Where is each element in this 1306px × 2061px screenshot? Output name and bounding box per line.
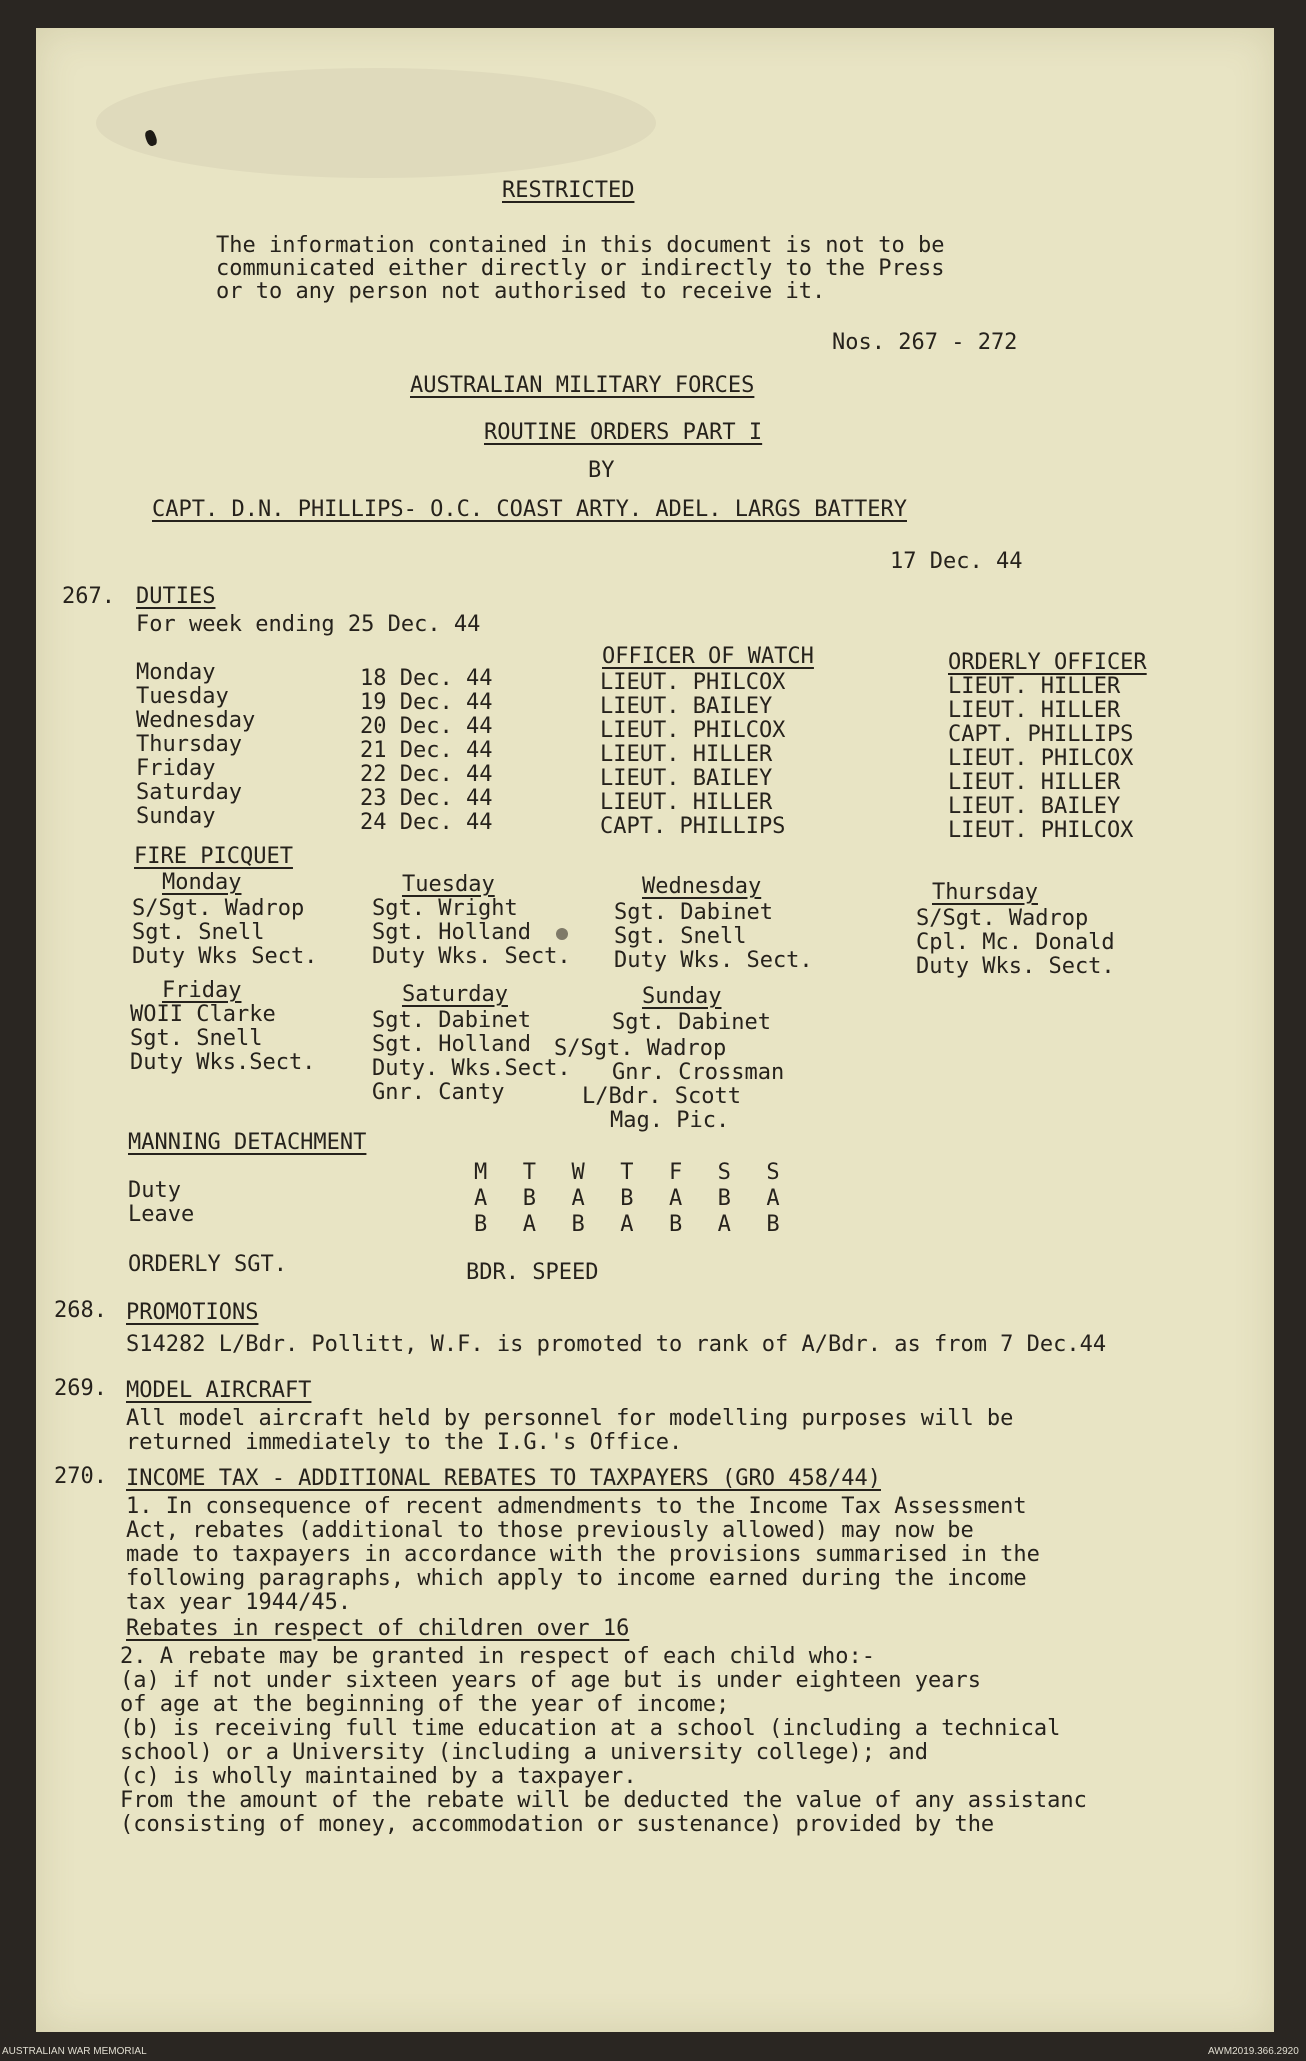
picquet-name: Duty. Wks.Sect. [372,1056,571,1081]
income-tax-para1-line: Act, rebates (additional to those previously allowed) may now be [126,1518,974,1543]
officer-of-watch: LIEUT. HILLER [600,742,773,767]
duty-date: 23 Dec. 44 [360,786,493,811]
orderly-officer: CAPT. PHILLIPS [948,722,1134,747]
income-tax-para1-line: 1. In consequence of recent admendments to the Income Tax Assessment [126,1494,1027,1519]
picquet-name: WOII Clarke [130,1002,276,1027]
orderly-officer: LIEUT. HILLER [948,770,1121,795]
picquet-name: Sgt. Holland [372,1032,531,1057]
income-tax-para1-line: following paragraphs, which apply to income earned during the income [126,1566,1027,1591]
picquet-day: Tuesday [402,872,495,897]
officer-of-watch: LIEUT. BAILEY [600,694,773,719]
income-tax-para1-line: tax year 1944/45. [126,1590,352,1615]
picquet-name: L/Bdr. Scott [582,1084,741,1109]
picquet-name: Sgt. Snell [614,924,747,949]
col-officer-of-watch: OFFICER OF WATCH [602,644,814,669]
duty-date: 20 Dec. 44 [360,714,493,739]
item-number-270: 270. [54,1464,107,1489]
col-orderly-officer: ORDERLY OFFICER [948,650,1147,675]
picquet-name: S/Sgt. Wadrop [916,906,1089,931]
restricted-heading: RESTRICTED [502,178,635,203]
duty-date: 22 Dec. 44 [360,762,493,787]
model-aircraft-line: returned immediately to the I.G.'s Office. [126,1430,683,1455]
income-tax-heading: INCOME TAX - ADDITIONAL REBATES TO TAXPAYERS (GRO 458/44) [126,1466,881,1491]
picquet-day: Friday [162,978,242,1003]
duty-day: Monday [136,660,216,685]
income-tax-para2-line: From the amount of the rebate will be deducted the value of any assistanc [120,1788,1087,1813]
forces-heading: AUSTRALIAN MILITARY FORCES [410,373,755,398]
footer-accession-number: AWM2019.366.2920 [1208,2046,1299,2057]
picquet-name: Gnr. Canty [372,1080,505,1105]
picquet-name: Duty Wks Sect. [132,944,318,969]
notice-line-1: The information contained in this document is not to be [216,233,945,258]
picquet-name: Duty Wks. Sect. [916,954,1115,979]
picquet-name: Duty Wks. Sect. [614,948,813,973]
promotions-heading: PROMOTIONS [126,1300,259,1325]
orderly-sgt-value: BDR. SPEED [466,1260,599,1285]
officer-of-watch: LIEUT. PHILCOX [600,670,786,695]
item-number-268: 268. [54,1298,107,1323]
issuing-officer: CAPT. D.N. PHILLIPS- O.C. COAST ARTY. ADEL. LARGS BATTERY [152,497,907,522]
order-numbers: Nos. 267 - 272 [832,330,1018,355]
income-tax-para2-line: school) or a University (including a university college); and [120,1740,928,1765]
officer-of-watch: LIEUT. HILLER [600,790,773,815]
orderly-officer: LIEUT. HILLER [948,698,1121,723]
officer-of-watch: LIEUT. PHILCOX [600,718,786,743]
rebates-subheading: Rebates in respect of children over 16 [126,1616,630,1641]
week-ending: For week ending 25 Dec. 44 [136,612,481,637]
duty-day: Wednesday [136,708,256,733]
picquet-name: Gnr. Crossman [612,1060,785,1085]
orderly-officer: LIEUT. BAILEY [948,794,1121,819]
picquet-day: Monday [162,870,242,895]
picquet-day: Wednesday [642,874,762,899]
duty-day: Tuesday [136,684,229,709]
duty-day: Saturday [136,780,242,805]
manning-leave-values: B A B A B A B [474,1212,783,1237]
faded-text-smudge [96,68,656,178]
picquet-name: Sgt. Snell [132,920,265,945]
duties-heading: DUTIES [136,584,216,609]
duty-day: Sunday [136,804,216,829]
model-aircraft-line: All model aircraft held by personnel for modelling purposes will be [126,1406,1014,1431]
manning-days-header: M T W T F S S [474,1160,783,1185]
footer-institution: AUSTRALIAN WAR MEMORIAL [2,2046,147,2057]
duty-date: 24 Dec. 44 [360,810,493,835]
orderly-officer: LIEUT. HILLER [948,674,1121,699]
picquet-name: Sgt. Dabinet [372,1008,531,1033]
item-number-269: 269. [54,1376,107,1401]
income-tax-para2-line: of age at the beginning of the year of income; [120,1692,730,1717]
orderly-officer: LIEUT. PHILCOX [948,818,1134,843]
officer-of-watch: LIEUT. BAILEY [600,766,773,791]
orderly-sgt-label: ORDERLY SGT. [128,1252,287,1277]
picquet-name: Duty Wks. Sect. [372,944,571,969]
notice-line-2: communicated either directly or indirectly to the Press [216,256,945,281]
picquet-name: Sgt. Dabinet [612,1010,771,1035]
picquet-name: Mag. Pic. [610,1108,730,1133]
picquet-name: Cpl. Mc. Donald [916,930,1115,955]
picquet-name: Sgt. Holland [372,920,531,945]
picquet-name: Duty Wks.Sect. [130,1050,316,1075]
income-tax-para1-line: made to taxpayers in accordance with the provisions summarised in the [126,1542,1040,1567]
picquet-name: Sgt. Dabinet [614,900,773,925]
manning-duty-label: Duty [128,1178,181,1203]
order-date: 17 Dec. 44 [890,549,1023,574]
picquet-day: Thursday [932,880,1038,905]
promotion-text: S14282 L/Bdr. Pollitt, W.F. is promoted to rank of A/Bdr. as from 7 Dec.44 [126,1332,1107,1357]
manning-heading: MANNING DETACHMENT [128,1130,367,1155]
income-tax-para2-line: (c) is wholly maintained by a taxpayer. [120,1764,637,1789]
income-tax-para2-line: (b) is receiving full time education at a school (including a technical [120,1716,1061,1741]
income-tax-para2-line: (consisting of money, accommodation or sustenance) provided by the [120,1812,995,1837]
orderly-officer: LIEUT. PHILCOX [948,746,1134,771]
duty-date: 18 Dec. 44 [360,666,493,691]
picquet-name: S/Sgt. Wadrop [554,1036,727,1061]
picquet-day: Saturday [402,982,508,1007]
income-tax-para2-line: 2. A rebate may be granted in respect of each child who:- [120,1644,875,1669]
orders-title: ROUTINE ORDERS PART I [484,420,763,445]
item-number-267: 267. [62,584,115,609]
notice-line-3: or to any person not authorised to receive it. [216,279,826,304]
picquet-day: Sunday [642,984,722,1009]
model-aircraft-heading: MODEL AIRCRAFT [126,1378,312,1403]
picquet-name: Sgt. Snell [130,1026,263,1051]
manning-leave-label: Leave [128,1202,195,1227]
ink-blot [556,928,568,940]
manning-duty-values: A B A B A B A [474,1186,783,1211]
duty-day: Thursday [136,732,242,757]
duty-date: 21 Dec. 44 [360,738,493,763]
by-line: BY [588,458,615,483]
picquet-name: S/Sgt. Wadrop [132,896,305,921]
fire-picquet-heading: FIRE PICQUET [134,844,293,869]
duty-day: Friday [136,756,216,781]
officer-of-watch: CAPT. PHILLIPS [600,814,786,839]
income-tax-para2-line: (a) if not under sixteen years of age but is under eighteen years [120,1668,981,1693]
picquet-name: Sgt. Wright [372,896,518,921]
duty-date: 19 Dec. 44 [360,690,493,715]
